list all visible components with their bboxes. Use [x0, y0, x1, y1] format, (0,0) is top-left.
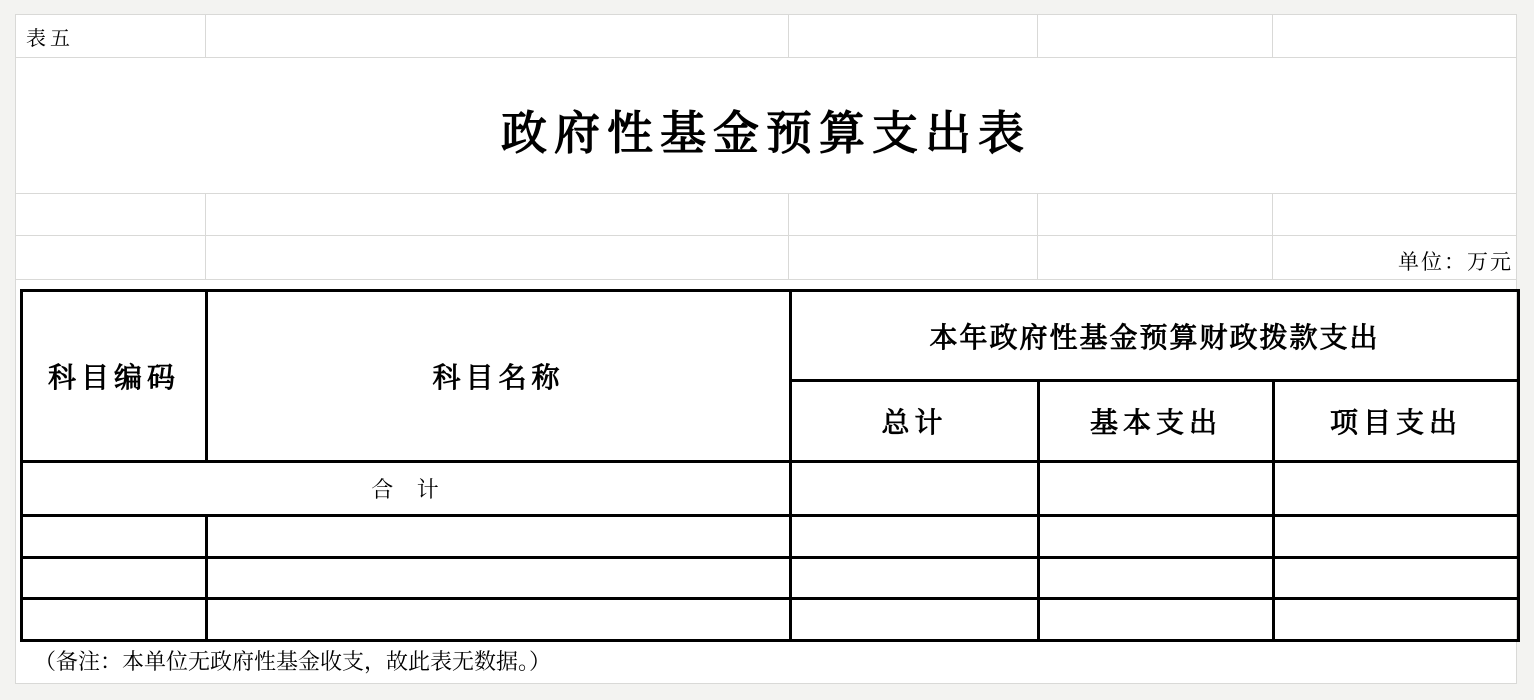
gridline-h — [15, 14, 1517, 15]
gridline-v — [1272, 14, 1273, 57]
total-row-basic-cell[interactable] — [1039, 462, 1274, 516]
total-row-label-cell[interactable]: 合 计 — [22, 462, 791, 516]
cell-total[interactable] — [791, 558, 1039, 599]
gridline-v — [205, 14, 206, 57]
cell-code[interactable] — [22, 558, 207, 599]
gridline-v — [1037, 14, 1038, 57]
table-row — [22, 599, 1519, 641]
cell-project[interactable] — [1274, 516, 1519, 558]
header-cell-total[interactable]: 总计 — [791, 381, 1039, 462]
header-cell-subject-code[interactable]: 科目编码 — [22, 291, 207, 462]
table-row — [22, 516, 1519, 558]
cell-name[interactable] — [207, 516, 791, 558]
cell-total[interactable] — [791, 516, 1039, 558]
header-cell-basic-expenditure[interactable]: 基本支出 — [1039, 381, 1274, 462]
gridline-v — [788, 14, 789, 57]
cell-total[interactable] — [791, 599, 1039, 641]
cell-code[interactable] — [22, 516, 207, 558]
header-cell-current-year-group[interactable]: 本年政府性基金预算财政拨款支出 — [791, 291, 1519, 381]
cell-basic[interactable] — [1039, 599, 1274, 641]
table-number-label: 表五 — [26, 28, 74, 50]
table-row — [22, 558, 1519, 599]
cell-project[interactable] — [1274, 558, 1519, 599]
header-cell-subject-name[interactable]: 科目名称 — [207, 291, 791, 462]
total-row-project-cell[interactable] — [1274, 462, 1519, 516]
cell-code[interactable] — [22, 599, 207, 641]
gridline-h — [15, 235, 1517, 236]
cell-name[interactable] — [207, 558, 791, 599]
gridline-h — [15, 57, 1517, 58]
header-cell-project-expenditure[interactable]: 项目支出 — [1274, 381, 1519, 462]
gridline-h — [15, 193, 1517, 194]
unit-label: 单位：万元 — [1398, 250, 1513, 274]
table-row-total — [22, 462, 1519, 516]
footer-note: （备注：本单位无政府性基金收支，故此表无数据。） — [34, 649, 552, 674]
page-title: 政府性基金预算支出表 — [501, 108, 1031, 159]
cell-project[interactable] — [1274, 599, 1519, 641]
gridline-h — [15, 279, 1517, 280]
total-row-total-cell[interactable] — [791, 462, 1039, 516]
cell-name[interactable] — [207, 599, 791, 641]
budget-table — [20, 289, 1520, 642]
cell-basic[interactable] — [1039, 516, 1274, 558]
cell-basic[interactable] — [1039, 558, 1274, 599]
gridline-h — [15, 683, 1517, 684]
